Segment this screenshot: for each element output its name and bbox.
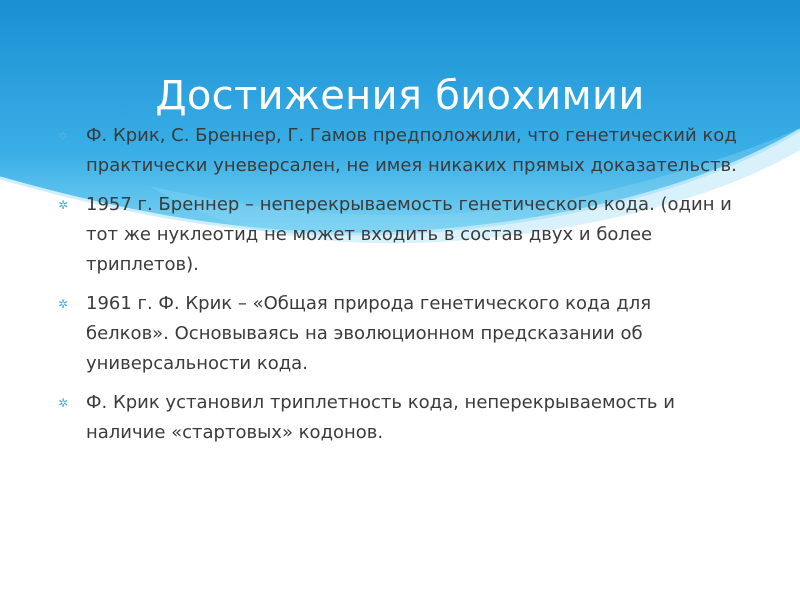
bullet-item	[58, 388, 738, 448]
bullet-text: 1957 г. Бреннер – неперекрываемость генетического кода. (один и тот же нуклеотид не может входить в состав двух и более триплетов).	[86, 194, 732, 275]
bullet-text: Ф. Крик установил триплетность кода, неперекрываемость и наличие «стартовых» кодонов.	[86, 392, 675, 443]
star-bullet-icon: ✲	[58, 396, 69, 410]
bullet-list	[58, 121, 738, 457]
star-bullet-icon: ✲	[58, 297, 69, 311]
bullet-item	[58, 190, 738, 280]
bullet-text: 1961 г. Ф. Крик – «Общая природа генетического кода для белков». Основываясь на эволюционном предсказании об универсальности кода.	[86, 293, 652, 374]
star-bullet-icon: ✲	[58, 198, 69, 212]
bullet-item	[58, 121, 738, 181]
bullet-item	[58, 289, 738, 379]
slide-title: Достижения биохимии	[155, 73, 645, 119]
star-bullet-icon: ✲	[58, 129, 69, 143]
bullet-text: Ф. Крик, С. Бреннер, Г. Гамов предположили, что генетический код практически уневерсален, не имея никаких прямых доказательств.	[86, 125, 737, 176]
